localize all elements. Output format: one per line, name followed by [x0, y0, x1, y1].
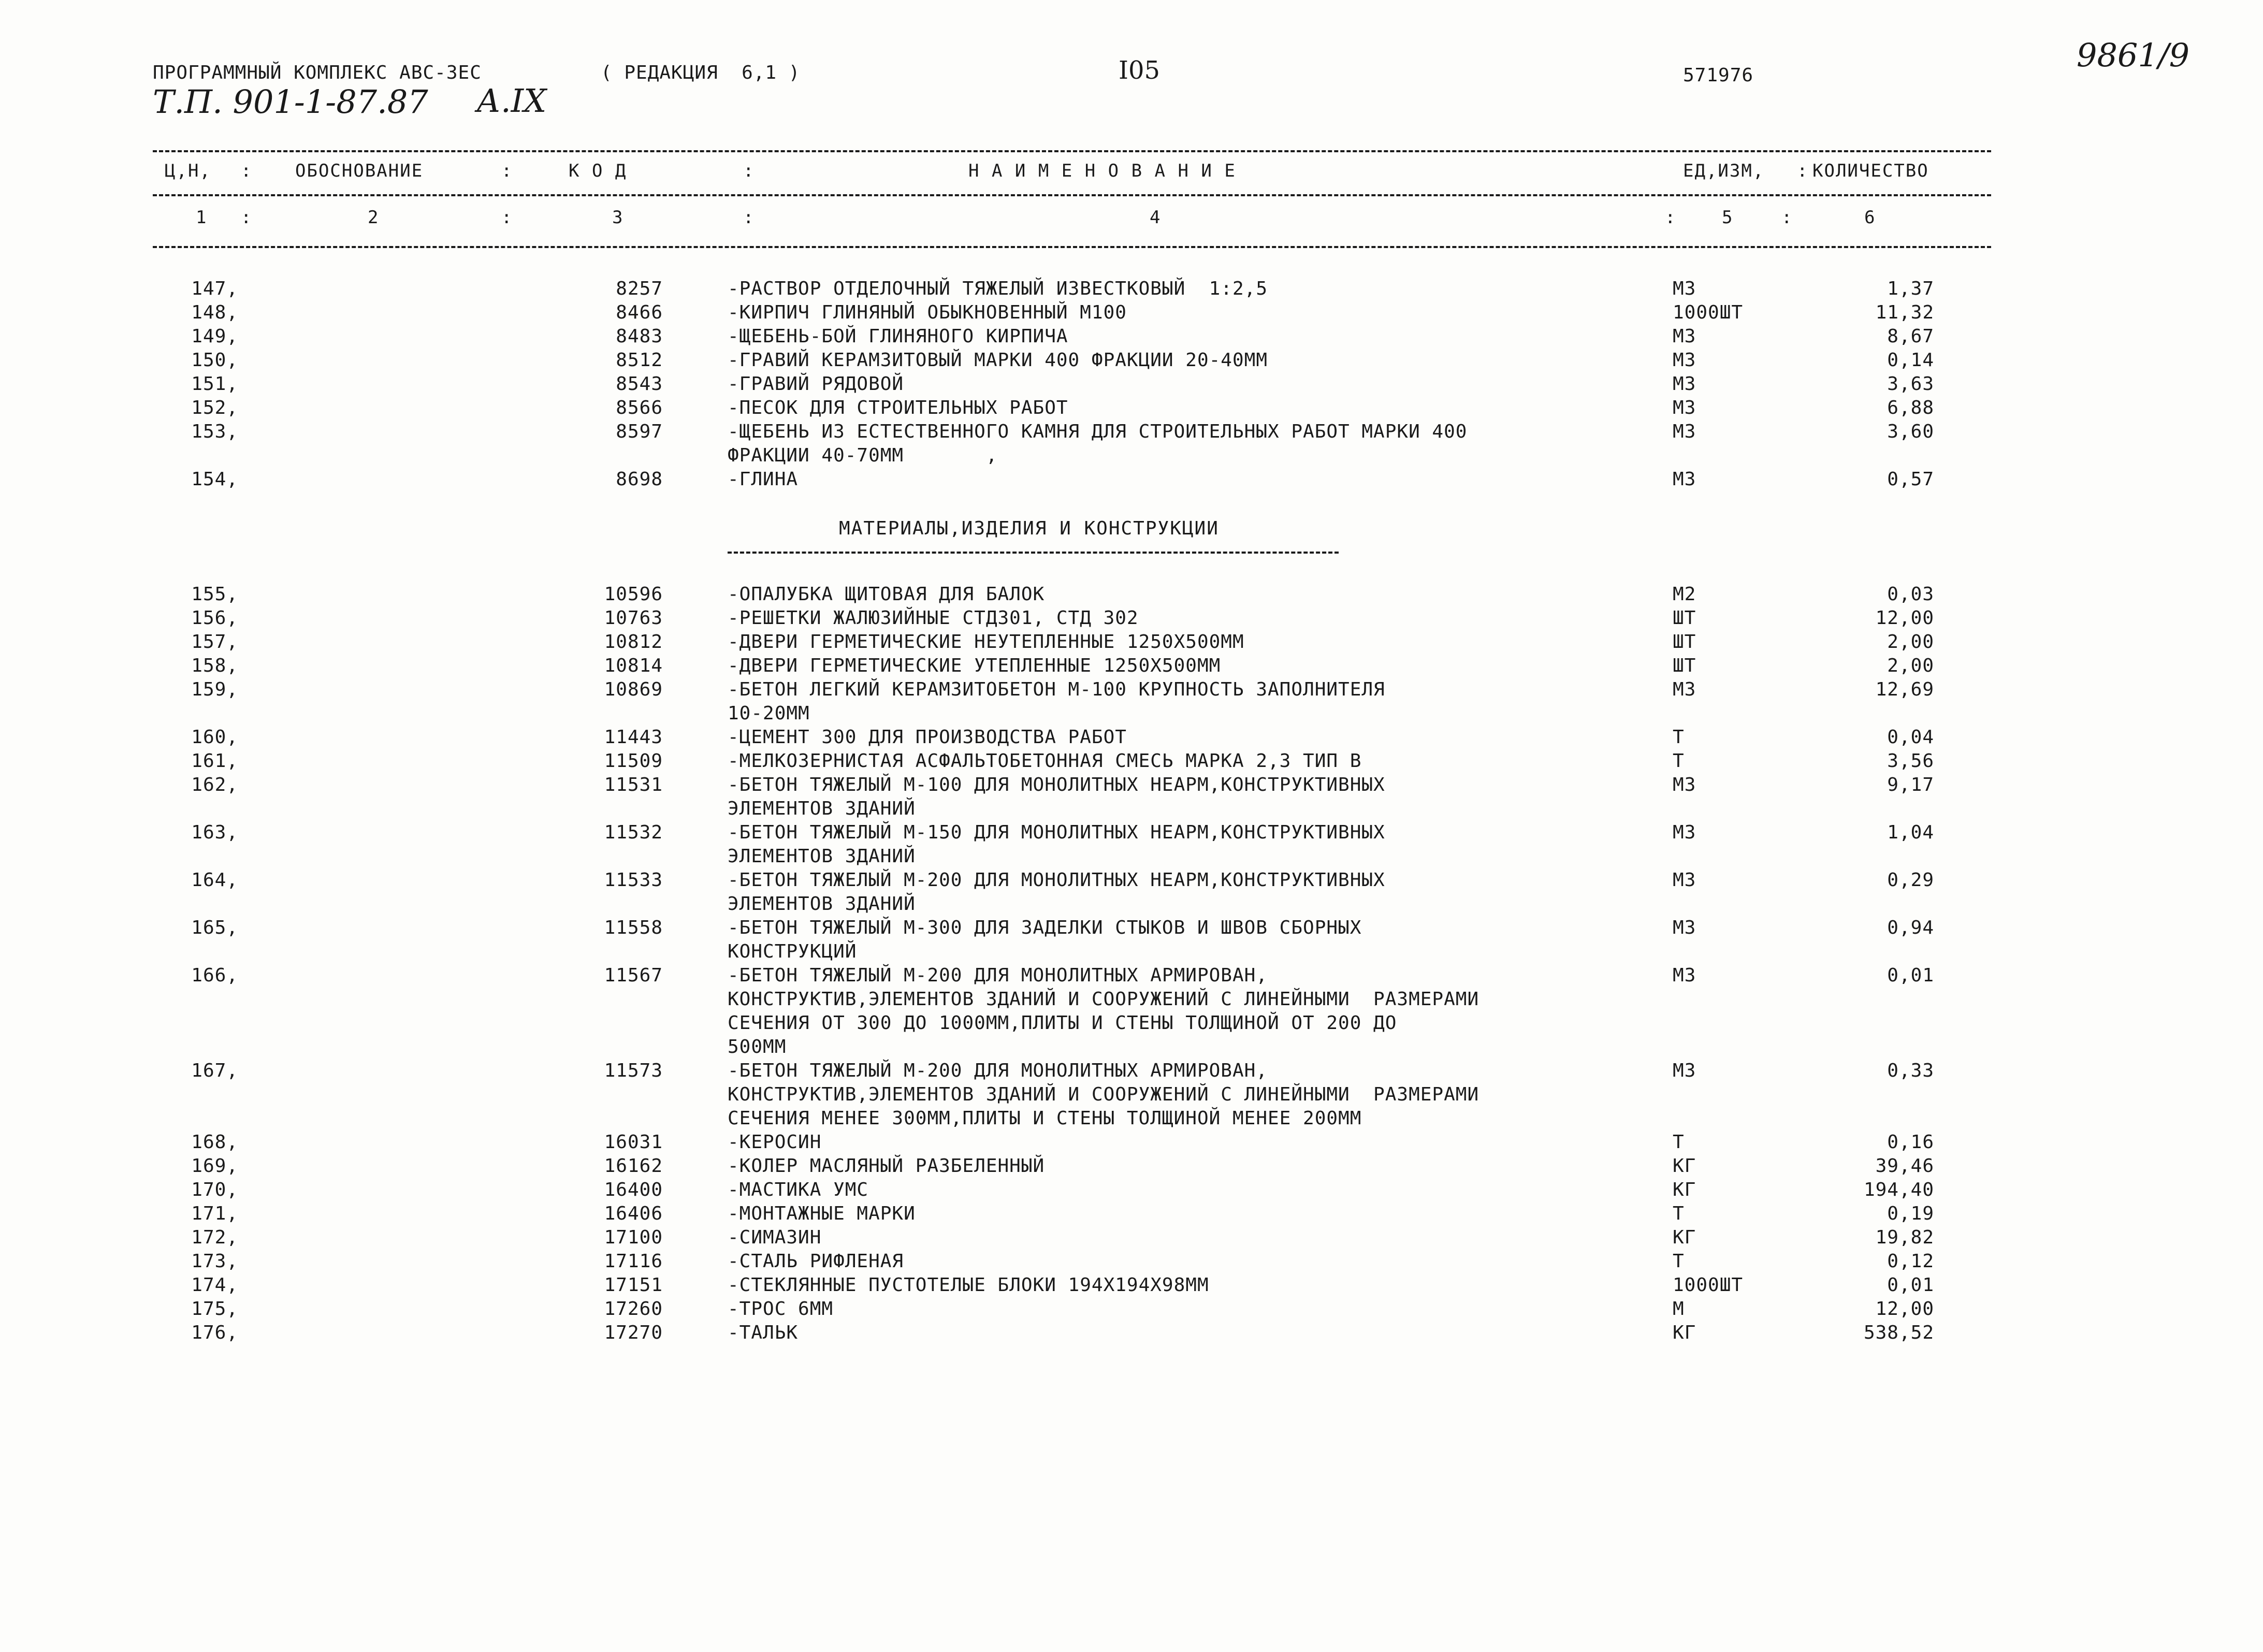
row-unit: М3 — [1673, 421, 1696, 442]
row-code: 10763 — [604, 607, 663, 629]
row-number: 150, — [191, 350, 238, 371]
row-number: 174, — [191, 1274, 238, 1296]
row-name: -ГЛИНА — [728, 469, 799, 490]
row-code: 11567 — [604, 965, 663, 986]
row-number: 148, — [191, 302, 238, 323]
row-number: 153, — [191, 421, 238, 442]
row-name: -СТАЛЬ РИФЛЕНАЯ — [728, 1251, 904, 1272]
row-unit: ШТ — [1673, 655, 1696, 676]
row-name: -ЩЕБЕНЬ-БОЙ ГЛИНЯНОГО КИРПИЧА — [728, 326, 1068, 347]
row-code: 17151 — [604, 1274, 663, 1296]
row-quantity: 6,88 — [1887, 397, 1934, 418]
row-number: 158, — [191, 655, 238, 676]
row-name: -КИРПИЧ ГЛИНЯНЫЙ ОБЫКНОВЕННЫЙ М100 — [728, 302, 1127, 323]
row-name: -МОНТАЖНЫЕ МАРКИ — [728, 1203, 916, 1224]
row-number: 147, — [191, 278, 238, 299]
row-number: 156, — [191, 607, 238, 629]
row-number: 165, — [191, 917, 238, 938]
row-name: -ГРАВИЙ КЕРАМЗИТОВЫЙ МАРКИ 400 ФРАКЦИИ 20-40ММ — [728, 350, 1268, 371]
row-number: 170, — [191, 1179, 238, 1200]
row-number: 160, — [191, 727, 238, 748]
row-unit: КГ — [1673, 1179, 1696, 1200]
row-quantity: 8,67 — [1887, 326, 1934, 347]
col-separator: : — [1797, 161, 1808, 181]
row-quantity: 0,57 — [1887, 469, 1934, 490]
row-quantity: 1,04 — [1887, 822, 1934, 843]
table-row — [0, 1297, 2263, 1321]
row-name: -БЕТОН ТЯЖЕЛЫЙ М-200 ДЛЯ МОНОЛИТНЫХ НЕАРМ,КОНСТРУКТИВНЫХ ЭЛЕМЕНТОВ ЗДАНИЙ — [728, 870, 1385, 915]
row-number: 166, — [191, 965, 238, 986]
page-number: I05 — [1119, 56, 1160, 85]
row-unit: М3 — [1673, 326, 1696, 347]
row-quantity: 0,16 — [1887, 1132, 1934, 1153]
table-row — [0, 301, 2263, 325]
col-number-4: 4 — [1150, 207, 1162, 228]
row-unit: М3 — [1673, 822, 1696, 843]
table-row — [0, 749, 2263, 773]
row-quantity: 0,01 — [1887, 965, 1934, 986]
document-id: 571976 — [1683, 65, 1754, 86]
row-code: 8597 — [616, 421, 663, 442]
row-code: 17270 — [604, 1322, 663, 1343]
row-unit: Т — [1673, 1203, 1685, 1224]
row-code: 17260 — [604, 1298, 663, 1320]
col-header-name: Н А И М Е Н О В А Н И Е — [968, 161, 1236, 181]
row-name: -ГРАВИЙ РЯДОВОЙ — [728, 373, 904, 395]
row-number: 151, — [191, 373, 238, 395]
table-row — [0, 1178, 2263, 1202]
col-separator: : — [241, 207, 252, 228]
col-number-3: 3 — [612, 207, 624, 228]
row-number: 163, — [191, 822, 238, 843]
col-number-1: 1 — [196, 207, 208, 228]
table-row — [0, 1273, 2263, 1297]
table-row — [0, 1202, 2263, 1226]
row-number: 154, — [191, 469, 238, 490]
row-unit: КГ — [1673, 1322, 1696, 1343]
table-row — [0, 325, 2263, 349]
program-name: ПРОГРАММНЫЙ КОМПЛЕКС АВС-3ЕС — [153, 62, 482, 83]
row-quantity: 194,40 — [1863, 1179, 1934, 1200]
row-name: -БЕТОН ТЯЖЕЛЫЙ М-150 ДЛЯ МОНОЛИТНЫХ НЕАРМ,КОНСТРУКТИВНЫХ ЭЛЕМЕНТОВ ЗДАНИЙ — [728, 822, 1385, 867]
row-code: 10814 — [604, 655, 663, 676]
table-row — [0, 726, 2263, 749]
row-number: 159, — [191, 679, 238, 700]
table-row — [0, 277, 2263, 301]
row-unit: ШТ — [1673, 631, 1696, 653]
row-code: 11533 — [604, 870, 663, 891]
row-unit: М3 — [1673, 397, 1696, 418]
row-name: -ДВЕРИ ГЕРМЕТИЧЕСКИЕ НЕУТЕПЛЕННЫЕ 1250Х500ММ — [728, 631, 1244, 653]
row-quantity: 12,69 — [1875, 679, 1934, 700]
table-row — [0, 396, 2263, 420]
row-quantity: 0,33 — [1887, 1060, 1934, 1081]
row-number: 173, — [191, 1251, 238, 1272]
table-row — [0, 606, 2263, 630]
row-code: 17100 — [604, 1227, 663, 1248]
col-header-unit: ЕД,ИЗМ, — [1683, 161, 1765, 181]
row-code: 11443 — [604, 727, 663, 748]
row-quantity: 39,46 — [1875, 1155, 1934, 1177]
row-name: -КОЛЕР МАСЛЯНЫЙ РАЗБЕЛЕННЫЙ — [728, 1155, 1045, 1177]
row-unit: М3 — [1673, 373, 1696, 395]
row-code: 8566 — [616, 397, 663, 418]
row-number: 168, — [191, 1132, 238, 1153]
row-name: -БЕТОН ТЯЖЕЛЫЙ М-300 ДЛЯ ЗАДЕЛКИ СТЫКОВ И ШВОВ СБОРНЫХ КОНСТРУКЦИЙ — [728, 917, 1362, 962]
row-quantity: 12,00 — [1875, 607, 1934, 629]
row-quantity: 0,14 — [1887, 350, 1934, 371]
col-separator: : — [501, 161, 512, 181]
row-code: 11558 — [604, 917, 663, 938]
table-row — [0, 678, 2263, 726]
row-name: -ТРОС 6ММ — [728, 1298, 834, 1320]
row-quantity: 19,82 — [1875, 1227, 1934, 1248]
row-unit: М3 — [1673, 965, 1696, 986]
row-number: 171, — [191, 1203, 238, 1224]
row-number: 167, — [191, 1060, 238, 1081]
row-name: -РЕШЕТКИ ЖАЛЮЗИЙНЫЕ СТД301, СТД 302 — [728, 607, 1139, 629]
row-unit: КГ — [1673, 1227, 1696, 1248]
row-quantity: 2,00 — [1887, 655, 1934, 676]
row-name: -РАСТВОР ОТДЕЛОЧНЫЙ ТЯЖЕЛЫЙ ИЗВЕСТКОВЫЙ 1:2,5 — [728, 278, 1268, 299]
row-quantity: 3,63 — [1887, 373, 1934, 395]
row-quantity: 0,03 — [1887, 584, 1934, 605]
row-unit: Т — [1673, 1251, 1685, 1272]
row-code: 10869 — [604, 679, 663, 700]
table-row — [0, 1154, 2263, 1178]
row-number: 162, — [191, 774, 238, 795]
row-name: -БЕТОН ТЯЖЕЛЫЙ М-100 ДЛЯ МОНОЛИТНЫХ НЕАРМ,КОНСТРУКТИВНЫХ ЭЛЕМЕНТОВ ЗДАНИЙ — [728, 774, 1385, 819]
col-separator: : — [1781, 207, 1792, 228]
row-name: -ДВЕРИ ГЕРМЕТИЧЕСКИЕ УТЕПЛЕННЫЕ 1250Х500ММ — [728, 655, 1221, 676]
row-code: 11532 — [604, 822, 663, 843]
row-quantity: 3,56 — [1887, 750, 1934, 772]
table-row — [0, 868, 2263, 916]
row-unit: 1000ШТ — [1673, 1274, 1744, 1296]
row-code: 8543 — [616, 373, 663, 395]
row-quantity: 0,12 — [1887, 1251, 1934, 1272]
table-row — [0, 964, 2263, 1059]
table-row — [0, 468, 2263, 491]
row-number: 161, — [191, 750, 238, 772]
col-number-5: 5 — [1722, 207, 1734, 228]
col-header-qty: КОЛИЧЕСТВО — [1812, 161, 1929, 181]
col-separator: : — [743, 207, 754, 228]
row-number: 149, — [191, 326, 238, 347]
row-unit: М3 — [1673, 1060, 1696, 1081]
col-separator: : — [1665, 207, 1676, 228]
table-row — [0, 1059, 2263, 1131]
row-quantity: 0,19 — [1887, 1203, 1934, 1224]
row-unit: КГ — [1673, 1155, 1696, 1177]
row-name: -ОПАЛУБКА ЩИТОВАЯ ДЛЯ БАЛОК — [728, 584, 1045, 605]
row-number: 155, — [191, 584, 238, 605]
row-quantity: 1,37 — [1887, 278, 1934, 299]
header-mid-rule — [153, 194, 1991, 196]
row-code: 16162 — [604, 1155, 663, 1177]
row-code: 17116 — [604, 1251, 663, 1272]
table-row — [0, 630, 2263, 654]
row-quantity: 0,29 — [1887, 870, 1934, 891]
row-code: 8466 — [616, 302, 663, 323]
table-top-rule — [153, 150, 1991, 152]
table-row — [0, 1131, 2263, 1154]
row-name: -ЦЕМЕНТ 300 ДЛЯ ПРОИЗВОДСТВА РАБОТ — [728, 727, 1127, 748]
row-quantity: 2,00 — [1887, 631, 1934, 653]
row-unit: 1000ШТ — [1673, 302, 1744, 323]
section-underline — [728, 552, 1339, 554]
col-separator: : — [501, 207, 512, 228]
row-unit: М3 — [1673, 278, 1696, 299]
col-number-6: 6 — [1864, 207, 1876, 228]
row-quantity: 0,94 — [1887, 917, 1934, 938]
table-row — [0, 1321, 2263, 1345]
row-name: -ЩЕБЕНЬ ИЗ ЕСТЕСТВЕННОГО КАМНЯ ДЛЯ СТРОИТЕЛЬНЫХ РАБОТ МАРКИ 400 ФРАКЦИИ 40-70ММ , — [728, 421, 1468, 466]
row-code: 11509 — [604, 750, 663, 772]
row-quantity: 0,04 — [1887, 727, 1934, 748]
row-unit: М2 — [1673, 584, 1696, 605]
row-unit: Т — [1673, 1132, 1685, 1153]
col-separator: : — [743, 161, 754, 181]
handwritten-album: А.IX — [476, 82, 547, 120]
row-number: 172, — [191, 1227, 238, 1248]
row-number: 169, — [191, 1155, 238, 1177]
table-row — [0, 916, 2263, 964]
row-number: 176, — [191, 1322, 238, 1343]
row-code: 11573 — [604, 1060, 663, 1081]
row-code: 11531 — [604, 774, 663, 795]
col-number-2: 2 — [368, 207, 380, 228]
row-quantity: 9,17 — [1887, 774, 1934, 795]
row-code: 16400 — [604, 1179, 663, 1200]
row-unit: ШТ — [1673, 607, 1696, 629]
table-row — [0, 420, 2263, 468]
row-name: -БЕТОН ТЯЖЕЛЫЙ М-200 ДЛЯ МОНОЛИТНЫХ АРМИРОВАН, КОНСТРУКТИВ,ЭЛЕМЕНТОВ ЗДАНИЙ И СООРУЖЕНИЙ С ЛИНЕЙНЫМИ РАЗМЕРАМИ СЕЧЕНИЯ ОТ 300 ДО 1000ММ,ПЛИТЫ И СТЕНЫ ТОЛЩИНОЙ ОТ 200 ДО 500ММ — [728, 965, 1479, 1057]
row-code: 16406 — [604, 1203, 663, 1224]
row-quantity: 11,32 — [1875, 302, 1934, 323]
row-unit: Т — [1673, 750, 1685, 772]
row-unit: М — [1673, 1298, 1685, 1320]
table-row — [0, 1226, 2263, 1250]
table-row — [0, 372, 2263, 396]
row-code: 8483 — [616, 326, 663, 347]
row-quantity: 12,00 — [1875, 1298, 1934, 1320]
row-unit: М3 — [1673, 679, 1696, 700]
table-row — [0, 654, 2263, 678]
row-name: -МЕЛКОЗЕРНИСТАЯ АСФАЛЬТОБЕТОННАЯ СМЕСЬ МАРКА 2,3 ТИП В — [728, 750, 1362, 772]
row-code: 8512 — [616, 350, 663, 371]
col-separator: : — [241, 161, 252, 181]
row-unit: М3 — [1673, 350, 1696, 371]
row-name: -КЕРОСИН — [728, 1132, 822, 1153]
row-name: -СИМАЗИН — [728, 1227, 822, 1248]
row-code: 10596 — [604, 584, 663, 605]
row-name: -БЕТОН ТЯЖЕЛЫЙ М-200 ДЛЯ МОНОЛИТНЫХ АРМИРОВАН, КОНСТРУКТИВ,ЭЛЕМЕНТОВ ЗДАНИЙ И СООРУЖЕНИЙ С ЛИНЕЙНЫМИ РАЗМЕРАМИ СЕЧЕНИЯ МЕНЕЕ 300ММ,ПЛИТЫ И СТЕНЫ ТОЛЩИНОЙ МЕНЕЕ 200ММ — [728, 1060, 1479, 1129]
handwritten-reference: Т.П. 901-1-87.87 — [153, 83, 428, 121]
row-quantity: 538,52 — [1863, 1322, 1934, 1343]
handwritten-sheet-number: 9861/9 — [2077, 36, 2190, 74]
row-unit: М3 — [1673, 774, 1696, 795]
row-quantity: 3,60 — [1887, 421, 1934, 442]
row-code: 8698 — [616, 469, 663, 490]
row-name: -ПЕСОК ДЛЯ СТРОИТЕЛЬНЫХ РАБОТ — [728, 397, 1068, 418]
row-code: 8257 — [616, 278, 663, 299]
row-name: -СТЕКЛЯННЫЕ ПУСТОТЕЛЫЕ БЛОКИ 194Х194Х98ММ — [728, 1274, 1209, 1296]
table-row — [0, 349, 2263, 372]
row-number: 152, — [191, 397, 238, 418]
row-number: 157, — [191, 631, 238, 653]
row-unit: М3 — [1673, 917, 1696, 938]
table-row — [0, 583, 2263, 606]
table-row — [0, 1250, 2263, 1273]
row-number: 164, — [191, 870, 238, 891]
table-row — [0, 821, 2263, 868]
row-quantity: 0,01 — [1887, 1274, 1934, 1296]
table-row — [0, 773, 2263, 821]
row-name: -МАСТИКА УМС — [728, 1179, 869, 1200]
edition: ( РЕДАКЦИЯ 6,1 ) — [601, 62, 801, 83]
row-number: 175, — [191, 1298, 238, 1320]
row-unit: Т — [1673, 727, 1685, 748]
section-title: МАТЕРИАЛЫ,ИЗДЕЛИЯ И КОНСТРУКЦИИ — [839, 518, 1219, 539]
header-bottom-rule — [153, 246, 1991, 248]
row-name: -ТАЛЬК — [728, 1322, 799, 1343]
col-header-code: К О Д — [569, 161, 627, 181]
row-code: 16031 — [604, 1132, 663, 1153]
row-unit: М3 — [1673, 469, 1696, 490]
row-unit: М3 — [1673, 870, 1696, 891]
col-header-no: Ц,Н, — [165, 161, 211, 181]
col-header-basis: ОБОСНОВАНИЕ — [295, 161, 424, 181]
row-name: -БЕТОН ЛЕГКИЙ КЕРАМЗИТОБЕТОН М-100 КРУПНОСТЬ ЗАПОЛНИТЕЛЯ 10-20ММ — [728, 679, 1385, 724]
row-code: 10812 — [604, 631, 663, 653]
